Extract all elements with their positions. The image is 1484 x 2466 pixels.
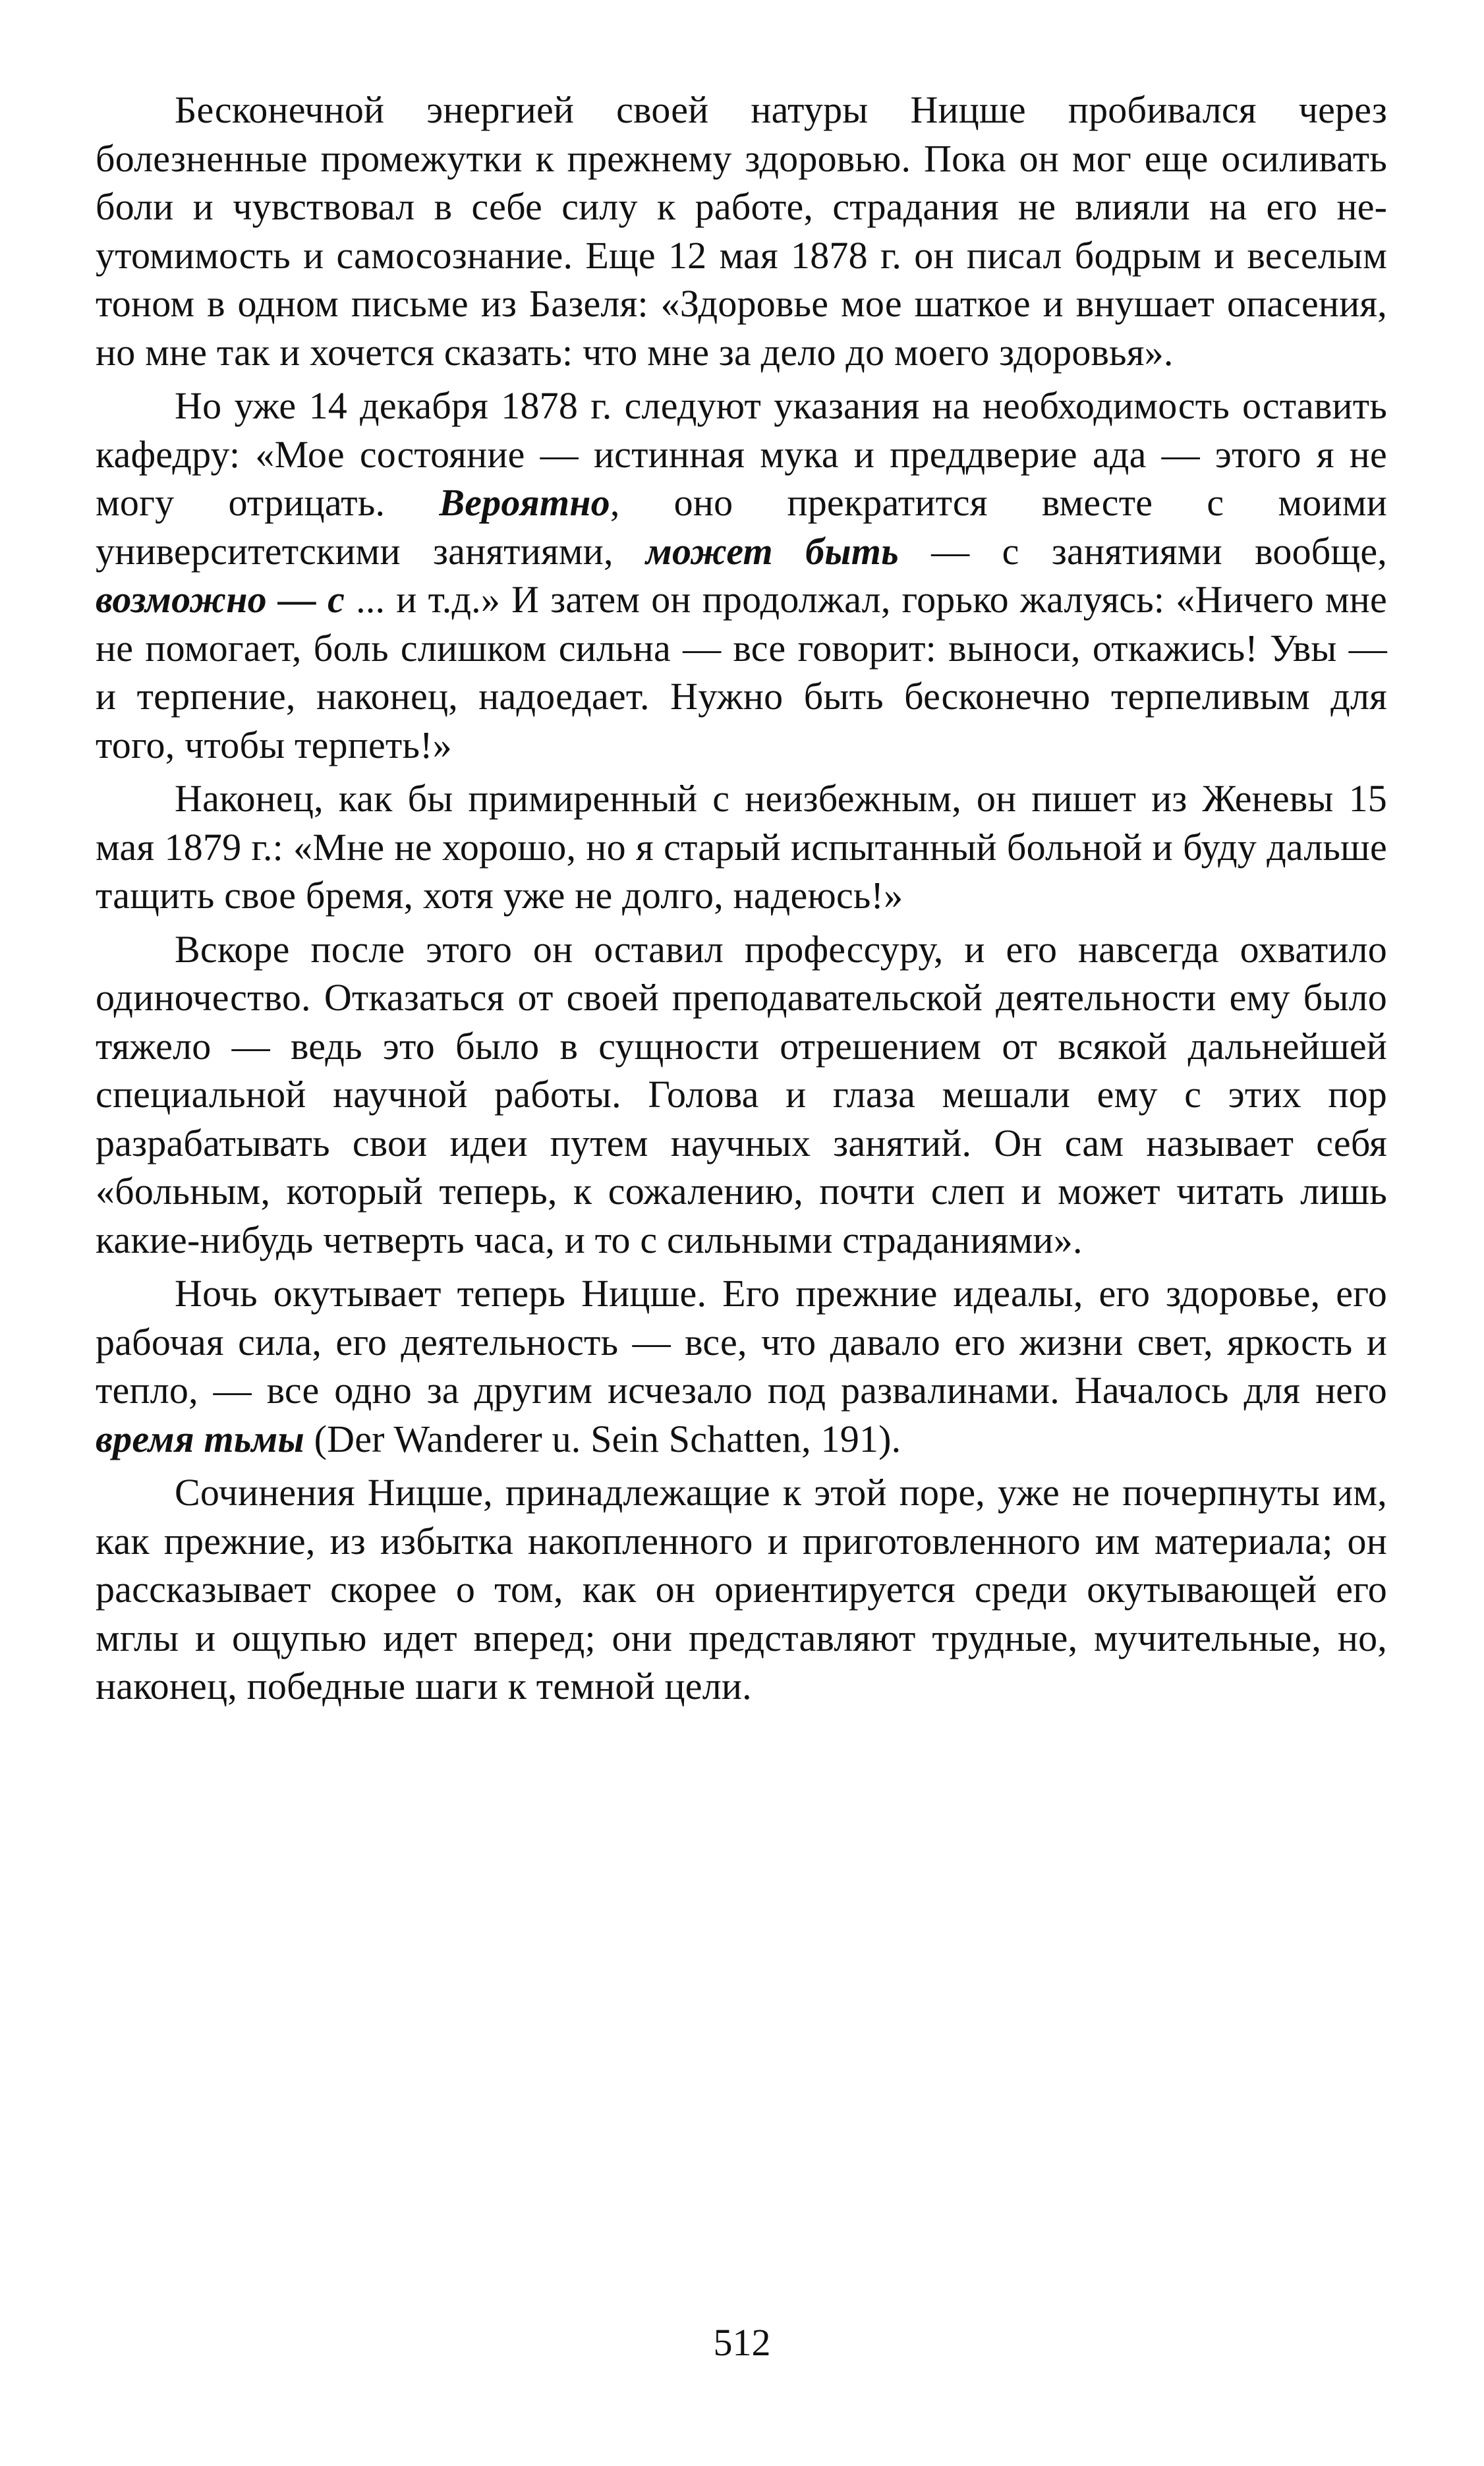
paragraph-text: (Der Wanderer u. Sein Schatten, 191). (304, 1417, 901, 1460)
paragraph-text: Ночь окутывает теперь Ницше. Его прежние идеалы, его здоровье, его рабочая сила, его деятельность — все, что давало его жизни свет, яркость и тепло, — все одно за другим исчезало под развалинами. Началось для него (96, 1272, 1387, 1412)
italic-emphasis: возможно — с (96, 578, 345, 621)
paragraph-text: , оно прекратится вместе с моими университетскими занятиями, (96, 481, 1387, 573)
paragraph-text: — с занятиями вообще, (898, 529, 1387, 573)
paragraph-6 (96, 1468, 1387, 1711)
paragraph-3 (96, 774, 1387, 920)
paragraph-2 (96, 382, 1387, 769)
paragraph-text: Сочинения Ницше, принадлежащие к этой поре, уже не почерпнуты им, как прежние, из избытка накопленного и приготовленного им материала; он рассказывает скорее о том, как он ориентируется среди окутывающей его мглы и ощупью идет вперед; они представляют трудные, мучительные, но, наконец, победные шаги к темной цели. (96, 1471, 1387, 1707)
paragraph-1 (96, 86, 1387, 376)
paragraph-text: ... и т.д.» И затем он продолжал, горько жалуясь: «Ничего мне не помогает, боль слишком сильна — все говорит: выноси, откажись! Увы — и терпение, наконец, надоедает. Нужно быть бесконечно терпеливым для того, чтобы терпеть!» (96, 578, 1387, 766)
paragraph-text: Вскоре после этого он оставил профессуру, и его навсегда охватило одиночество. Отказаться от своей преподавательской деятельности ему было тяжело — ведь это было в сущности отрешением от всякой дальнейшей специальной научной работы. Голова и глаза мешали ему с этих пор разрабатывать свои идеи путем научных занятий. Он сам называет себя «больным, который теперь, к сожалению, почти слеп и может читать лишь какие-нибудь четверть часа, и то с сильными страданиями». (96, 927, 1387, 1261)
paragraph-text: Но уже 14 декабря 1878 г. следуют указания на необходимость оставить кафедру: «Мое состояние — истинная мука и преддверие ада — этого я не могу отрицать. (96, 384, 1387, 524)
page-number: 512 (713, 2321, 771, 2364)
paragraph-5 (96, 1269, 1387, 1463)
paragraph-text: Бесконечной энергией своей натуры Ницше пробивался через болезненные промежутки к прежнему здоровью. Пока он мог еще осиливать боли и чувствовал в себе силу к работе, страдания не влияли на его неутомимость и самосознание. Еще 12 мая 1878 г. он писал бодрым и веселым тоном в одном письме из Базеля: «Здоровье мое шаткое и внушает опасения, но мне так и хочется сказать: что мне за дело до моего здоровья». (96, 88, 1387, 374)
paragraph-4 (96, 925, 1387, 1265)
italic-emphasis: время тьмы (96, 1417, 304, 1460)
paragraph-text: Наконец, как бы примиренный с неизбежным, он пишет из Женевы 15 мая 1879 г.: «Мне не хорошо, но я старый испытанный больной и буду дальше тащить свое бремя, хотя уже не долго, надеюсь!» (96, 777, 1387, 917)
page-body (96, 86, 1387, 1716)
italic-emphasis: Вероятно (439, 481, 610, 524)
italic-emphasis: может быть (646, 529, 899, 573)
